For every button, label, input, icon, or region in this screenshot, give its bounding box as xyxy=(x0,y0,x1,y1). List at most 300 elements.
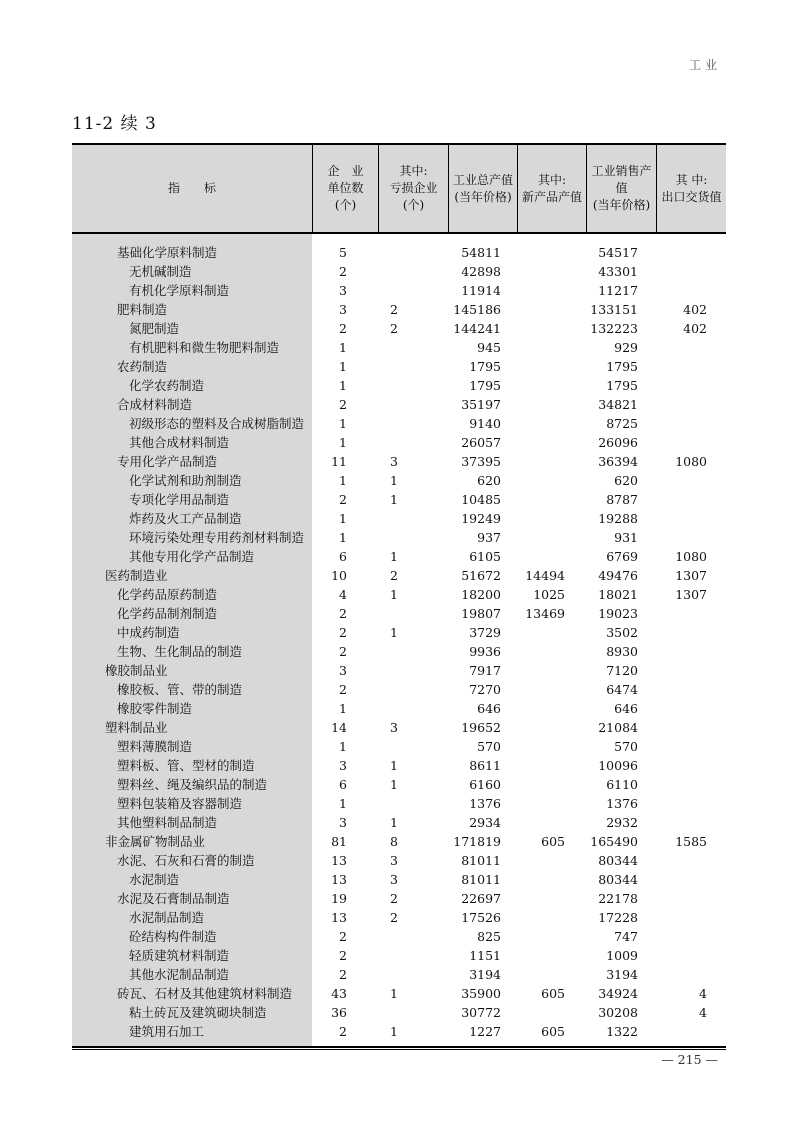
value-cell: 1 xyxy=(390,815,398,830)
value-cell: 54517 xyxy=(598,245,638,260)
value-cell xyxy=(656,737,726,756)
value-cell xyxy=(656,490,726,509)
indicator-cell: 塑料板、管、型材的制造 xyxy=(117,758,255,773)
indicator-cell: 有机肥料和微生物肥料制造 xyxy=(129,340,280,355)
value-cell: 605 xyxy=(541,1024,565,1039)
value-cell: 1227 xyxy=(469,1024,501,1039)
value-cell: 22697 xyxy=(461,891,501,906)
value-cell: 3 xyxy=(339,758,347,773)
value-cell: 1795 xyxy=(606,359,638,374)
value-cell: 1151 xyxy=(469,948,501,963)
value-cell: 6105 xyxy=(469,549,501,564)
value-cell xyxy=(656,604,726,623)
indicator-cell: 生物、生化制品的制造 xyxy=(117,644,243,659)
value-cell xyxy=(378,680,448,699)
value-cell xyxy=(517,718,586,737)
value-cell: 2 xyxy=(339,1024,347,1039)
value-cell xyxy=(378,661,448,680)
value-cell: 17228 xyxy=(598,910,638,925)
value-cell: 605 xyxy=(541,986,565,1001)
value-cell: 2 xyxy=(339,397,347,412)
value-cell: 570 xyxy=(477,739,501,754)
value-cell: 646 xyxy=(477,701,501,716)
value-cell: 1 xyxy=(339,359,347,374)
table-bottom-rule xyxy=(72,1046,726,1050)
value-cell xyxy=(656,775,726,794)
value-cell: 14494 xyxy=(525,568,565,583)
value-cell: 2 xyxy=(339,606,347,621)
table-row xyxy=(72,376,726,395)
value-cell xyxy=(378,946,448,965)
value-cell xyxy=(378,395,448,414)
value-cell: 2932 xyxy=(606,815,638,830)
value-cell xyxy=(656,718,726,737)
table-row xyxy=(72,490,726,509)
value-cell: 6 xyxy=(339,549,347,564)
value-cell: 4 xyxy=(339,587,347,602)
value-cell: 945 xyxy=(477,340,501,355)
header-line: 亏损企业 xyxy=(389,181,438,195)
value-cell: 3729 xyxy=(469,625,501,640)
value-cell xyxy=(378,414,448,433)
value-cell: 3 xyxy=(339,663,347,678)
value-cell xyxy=(517,623,586,642)
statistics-table xyxy=(72,143,726,1050)
table-row xyxy=(72,414,726,433)
value-cell xyxy=(517,756,586,775)
header-line: (个) xyxy=(402,198,425,212)
indicator-cell: 其他合成材料制造 xyxy=(129,435,230,450)
value-cell: 931 xyxy=(614,530,638,545)
value-cell: 11 xyxy=(331,454,347,469)
header-line: 指 标 xyxy=(167,181,216,195)
header-line: 工业总产值 xyxy=(452,172,513,187)
value-cell xyxy=(517,889,586,908)
indicator-cell: 化学试剂和助剂制造 xyxy=(129,473,242,488)
table-row xyxy=(72,395,726,414)
value-cell: 9140 xyxy=(469,416,501,431)
indicator-cell: 其他专用化学产品制造 xyxy=(129,549,255,564)
value-cell: 1 xyxy=(339,340,347,355)
table-row xyxy=(72,661,726,680)
value-cell: 3 xyxy=(390,454,398,469)
table-row xyxy=(72,528,726,547)
value-cell: 14 xyxy=(331,720,347,735)
value-cell: 1025 xyxy=(533,587,565,602)
value-cell: 3 xyxy=(390,720,398,735)
header-cell-enterprise-units xyxy=(312,145,378,232)
header-cell-industrial-sales-output xyxy=(586,145,656,232)
table-row xyxy=(72,433,726,452)
value-cell xyxy=(378,1003,448,1022)
value-cell: 6474 xyxy=(606,682,638,697)
value-cell xyxy=(656,471,726,490)
value-cell: 2 xyxy=(390,891,398,906)
table-row xyxy=(72,509,726,528)
table-row xyxy=(72,718,726,737)
value-cell: 402 xyxy=(683,302,707,317)
value-cell: 7120 xyxy=(606,663,638,678)
indicator-cell: 水泥及石膏制品制造 xyxy=(117,891,230,906)
value-cell: 80344 xyxy=(598,853,638,868)
value-cell: 4 xyxy=(699,986,707,1001)
indicator-cell: 粘土砖瓦及建筑砌块制造 xyxy=(129,1005,267,1020)
value-cell: 825 xyxy=(477,929,501,944)
table-row xyxy=(72,471,726,490)
value-cell: 1376 xyxy=(606,796,638,811)
value-cell: 8930 xyxy=(606,644,638,659)
indicator-cell: 其他水泥制品制造 xyxy=(129,967,230,982)
value-cell: 165490 xyxy=(590,834,638,849)
value-cell xyxy=(517,927,586,946)
value-cell: 1 xyxy=(390,758,398,773)
value-cell: 3502 xyxy=(606,625,638,640)
value-cell: 2 xyxy=(390,302,398,317)
indicator-cell: 塑料薄膜制造 xyxy=(117,739,193,754)
table-row xyxy=(72,946,726,965)
value-cell: 18021 xyxy=(598,587,638,602)
value-cell xyxy=(378,965,448,984)
value-cell xyxy=(656,623,726,642)
value-cell: 1080 xyxy=(675,454,707,469)
value-cell: 1 xyxy=(339,473,347,488)
value-cell xyxy=(656,243,726,262)
indicator-cell: 建筑用石加工 xyxy=(129,1024,205,1039)
value-cell xyxy=(517,509,586,528)
value-cell xyxy=(656,813,726,832)
indicator-cell: 初级形态的塑料及合成树脂制造 xyxy=(129,416,305,431)
table-row xyxy=(72,243,726,262)
value-cell: 1 xyxy=(390,625,398,640)
value-cell xyxy=(656,262,726,281)
value-cell: 3 xyxy=(339,815,347,830)
value-cell xyxy=(517,471,586,490)
header-line: 其 中: xyxy=(675,172,708,187)
indicator-cell: 橡胶零件制造 xyxy=(117,701,193,716)
value-cell xyxy=(517,547,586,566)
header-line: 工业销售产值 xyxy=(591,164,652,195)
indicator-cell: 化学药品原药制造 xyxy=(117,587,218,602)
value-cell: 26096 xyxy=(598,435,638,450)
value-cell: 1 xyxy=(339,416,347,431)
table-row xyxy=(72,566,726,585)
value-cell: 3 xyxy=(390,872,398,887)
header-line: 企 业 xyxy=(327,164,364,178)
value-cell: 19023 xyxy=(598,606,638,621)
value-cell: 2 xyxy=(339,929,347,944)
value-cell: 17526 xyxy=(461,910,501,925)
value-cell xyxy=(656,908,726,927)
value-cell: 747 xyxy=(614,929,638,944)
value-cell: 1 xyxy=(390,473,398,488)
value-cell: 2 xyxy=(339,264,347,279)
value-cell: 1 xyxy=(390,587,398,602)
indicator-cell: 医药制造业 xyxy=(105,568,168,583)
value-cell: 1 xyxy=(390,986,398,1001)
page-number: — 215 — xyxy=(661,1052,718,1067)
value-cell xyxy=(517,661,586,680)
indicator-cell: 水泥制造 xyxy=(129,872,180,887)
indicator-cell: 农药制造 xyxy=(117,359,168,374)
value-cell: 19807 xyxy=(461,606,501,621)
header-cell-loss-making-enterprises xyxy=(378,145,448,232)
value-cell: 35197 xyxy=(461,397,501,412)
indicator-cell: 水泥制品制造 xyxy=(129,910,205,925)
value-cell: 1 xyxy=(339,530,347,545)
header-line: 其中: xyxy=(537,172,567,187)
value-cell xyxy=(656,338,726,357)
value-cell: 81 xyxy=(331,834,347,849)
indicator-cell: 水泥、石灰和石膏的制造 xyxy=(117,853,255,868)
value-cell: 402 xyxy=(683,321,707,336)
table-row xyxy=(72,547,726,566)
value-cell: 1 xyxy=(390,1024,398,1039)
value-cell xyxy=(378,794,448,813)
value-cell xyxy=(656,870,726,889)
value-cell xyxy=(517,357,586,376)
table-row xyxy=(72,737,726,756)
value-cell: 7917 xyxy=(469,663,501,678)
value-cell: 81011 xyxy=(461,853,501,868)
value-cell: 5 xyxy=(339,245,347,260)
indicator-cell: 塑料制品业 xyxy=(105,720,168,735)
value-cell: 42898 xyxy=(461,264,501,279)
indicator-cell: 基础化学原料制造 xyxy=(117,245,218,260)
value-cell: 18200 xyxy=(461,587,501,602)
value-cell xyxy=(378,338,448,357)
value-cell: 1080 xyxy=(675,549,707,564)
value-cell: 19652 xyxy=(461,720,501,735)
value-cell xyxy=(656,509,726,528)
value-cell: 43301 xyxy=(598,264,638,279)
value-cell xyxy=(517,319,586,338)
value-cell: 1 xyxy=(339,435,347,450)
value-cell xyxy=(378,281,448,300)
value-cell: 144241 xyxy=(453,321,501,336)
header-line: 新产品产值 xyxy=(521,189,582,204)
indicator-cell: 合成材料制造 xyxy=(117,397,193,412)
value-cell xyxy=(378,737,448,756)
table-row xyxy=(72,338,726,357)
value-cell xyxy=(656,357,726,376)
value-cell xyxy=(378,433,448,452)
table-header-row xyxy=(72,145,726,234)
value-cell: 22178 xyxy=(598,891,638,906)
header-line: (个) xyxy=(334,198,357,212)
table-row xyxy=(72,908,726,927)
value-cell: 937 xyxy=(477,530,501,545)
value-cell: 2 xyxy=(339,625,347,640)
value-cell xyxy=(517,338,586,357)
value-cell xyxy=(517,870,586,889)
table-row xyxy=(72,984,726,1003)
header-cell-new-product-output xyxy=(517,145,586,232)
header-line: (当年价格) xyxy=(592,198,651,212)
running-head: 工业 xyxy=(688,58,721,72)
value-cell xyxy=(656,794,726,813)
value-cell xyxy=(517,395,586,414)
value-cell: 2 xyxy=(390,910,398,925)
value-cell: 3 xyxy=(390,853,398,868)
value-cell: 1 xyxy=(390,549,398,564)
value-cell xyxy=(378,699,448,718)
value-cell: 1376 xyxy=(469,796,501,811)
value-cell xyxy=(656,1022,726,1041)
value-cell: 43 xyxy=(331,986,347,1001)
indicator-cell: 塑料包装箱及容器制造 xyxy=(117,796,243,811)
value-cell xyxy=(517,490,586,509)
value-cell: 145186 xyxy=(453,302,501,317)
indicator-cell: 炸药及火工产品制造 xyxy=(129,511,242,526)
header-line: 其中: xyxy=(399,164,428,178)
value-cell: 1322 xyxy=(606,1024,638,1039)
indicator-cell: 化学药品制剂制造 xyxy=(117,606,218,621)
value-cell: 13 xyxy=(331,853,347,868)
value-cell: 30772 xyxy=(461,1005,501,1020)
indicator-cell: 专用化学产品制造 xyxy=(117,454,218,469)
value-cell: 620 xyxy=(477,473,501,488)
value-cell: 11914 xyxy=(461,283,501,298)
value-cell xyxy=(656,395,726,414)
value-cell xyxy=(517,433,586,452)
value-cell: 1 xyxy=(339,796,347,811)
header-line: 出口交货值 xyxy=(661,189,722,204)
table-row xyxy=(72,965,726,984)
value-cell: 21084 xyxy=(598,720,638,735)
value-cell xyxy=(656,756,726,775)
value-cell xyxy=(656,927,726,946)
value-cell xyxy=(378,927,448,946)
table-row xyxy=(72,1022,726,1041)
indicator-cell: 橡胶板、管、带的制造 xyxy=(117,682,243,697)
value-cell xyxy=(378,509,448,528)
value-cell: 1 xyxy=(390,777,398,792)
table-row xyxy=(72,1003,726,1022)
value-cell xyxy=(656,528,726,547)
value-cell xyxy=(378,357,448,376)
value-cell xyxy=(378,604,448,623)
value-cell: 37395 xyxy=(461,454,501,469)
indicator-cell: 环境污染处理专用药剂材料制造 xyxy=(129,530,305,545)
table-row xyxy=(72,585,726,604)
value-cell: 8 xyxy=(390,834,398,849)
value-cell: 1307 xyxy=(675,587,707,602)
value-cell xyxy=(517,851,586,870)
value-cell: 10 xyxy=(331,568,347,583)
value-cell xyxy=(517,300,586,319)
table-body xyxy=(72,234,726,1046)
value-cell: 3 xyxy=(339,302,347,317)
table-row xyxy=(72,604,726,623)
value-cell xyxy=(517,813,586,832)
value-cell: 81011 xyxy=(461,872,501,887)
value-cell: 51672 xyxy=(461,568,501,583)
value-cell: 1 xyxy=(339,739,347,754)
value-cell: 6769 xyxy=(606,549,638,564)
value-cell: 1 xyxy=(339,701,347,716)
value-cell: 19288 xyxy=(598,511,638,526)
value-cell xyxy=(517,775,586,794)
table-row xyxy=(72,775,726,794)
value-cell: 35900 xyxy=(461,986,501,1001)
value-cell: 1795 xyxy=(606,378,638,393)
value-cell: 34821 xyxy=(598,397,638,412)
table-row xyxy=(72,262,726,281)
value-cell xyxy=(656,661,726,680)
value-cell: 570 xyxy=(614,739,638,754)
value-cell xyxy=(656,965,726,984)
value-cell xyxy=(517,794,586,813)
indicator-cell: 砖瓦、石材及其他建筑材料制造 xyxy=(117,986,293,1001)
value-cell: 4 xyxy=(699,1005,707,1020)
value-cell: 3194 xyxy=(606,967,638,982)
value-cell: 1307 xyxy=(675,568,707,583)
value-cell: 49476 xyxy=(598,568,638,583)
value-cell: 8725 xyxy=(606,416,638,431)
value-cell: 2 xyxy=(390,321,398,336)
value-cell: 132223 xyxy=(590,321,638,336)
value-cell xyxy=(517,737,586,756)
value-cell xyxy=(517,699,586,718)
value-cell xyxy=(517,243,586,262)
value-cell: 2 xyxy=(339,682,347,697)
value-cell xyxy=(378,528,448,547)
value-cell xyxy=(656,414,726,433)
indicator-cell: 氮肥制造 xyxy=(129,321,180,336)
value-cell xyxy=(517,452,586,471)
value-cell: 2 xyxy=(390,568,398,583)
value-cell: 2 xyxy=(339,644,347,659)
value-cell xyxy=(517,528,586,547)
value-cell xyxy=(517,965,586,984)
value-cell xyxy=(517,281,586,300)
value-cell: 1 xyxy=(339,511,347,526)
indicator-cell: 橡胶制品业 xyxy=(105,663,168,678)
value-cell xyxy=(517,1003,586,1022)
header-cell-gross-industrial-output xyxy=(448,145,517,232)
table-row xyxy=(72,699,726,718)
value-cell: 2934 xyxy=(469,815,501,830)
value-cell: 620 xyxy=(614,473,638,488)
indicator-cell: 轻质建筑材料制造 xyxy=(129,948,230,963)
value-cell: 10096 xyxy=(598,758,638,773)
value-cell: 13 xyxy=(331,910,347,925)
value-cell xyxy=(656,281,726,300)
value-cell: 10485 xyxy=(461,492,501,507)
value-cell: 54811 xyxy=(461,245,501,260)
table-row xyxy=(72,680,726,699)
value-cell xyxy=(517,642,586,661)
table-row xyxy=(72,281,726,300)
indicator-cell: 有机化学原料制造 xyxy=(129,283,230,298)
value-cell xyxy=(656,642,726,661)
table-row xyxy=(72,870,726,889)
value-cell: 3 xyxy=(339,283,347,298)
value-cell: 646 xyxy=(614,701,638,716)
table-title: 11-2 续 3 xyxy=(72,114,157,134)
header-cell-indicator xyxy=(72,145,312,232)
indicator-cell: 专项化学用品制造 xyxy=(129,492,230,507)
value-cell: 36 xyxy=(331,1005,347,1020)
value-cell: 6 xyxy=(339,777,347,792)
value-cell xyxy=(378,642,448,661)
value-cell: 34924 xyxy=(598,986,638,1001)
value-cell: 1009 xyxy=(606,948,638,963)
value-cell xyxy=(517,908,586,927)
value-cell xyxy=(378,376,448,395)
value-cell: 19 xyxy=(331,891,347,906)
table-row xyxy=(72,642,726,661)
